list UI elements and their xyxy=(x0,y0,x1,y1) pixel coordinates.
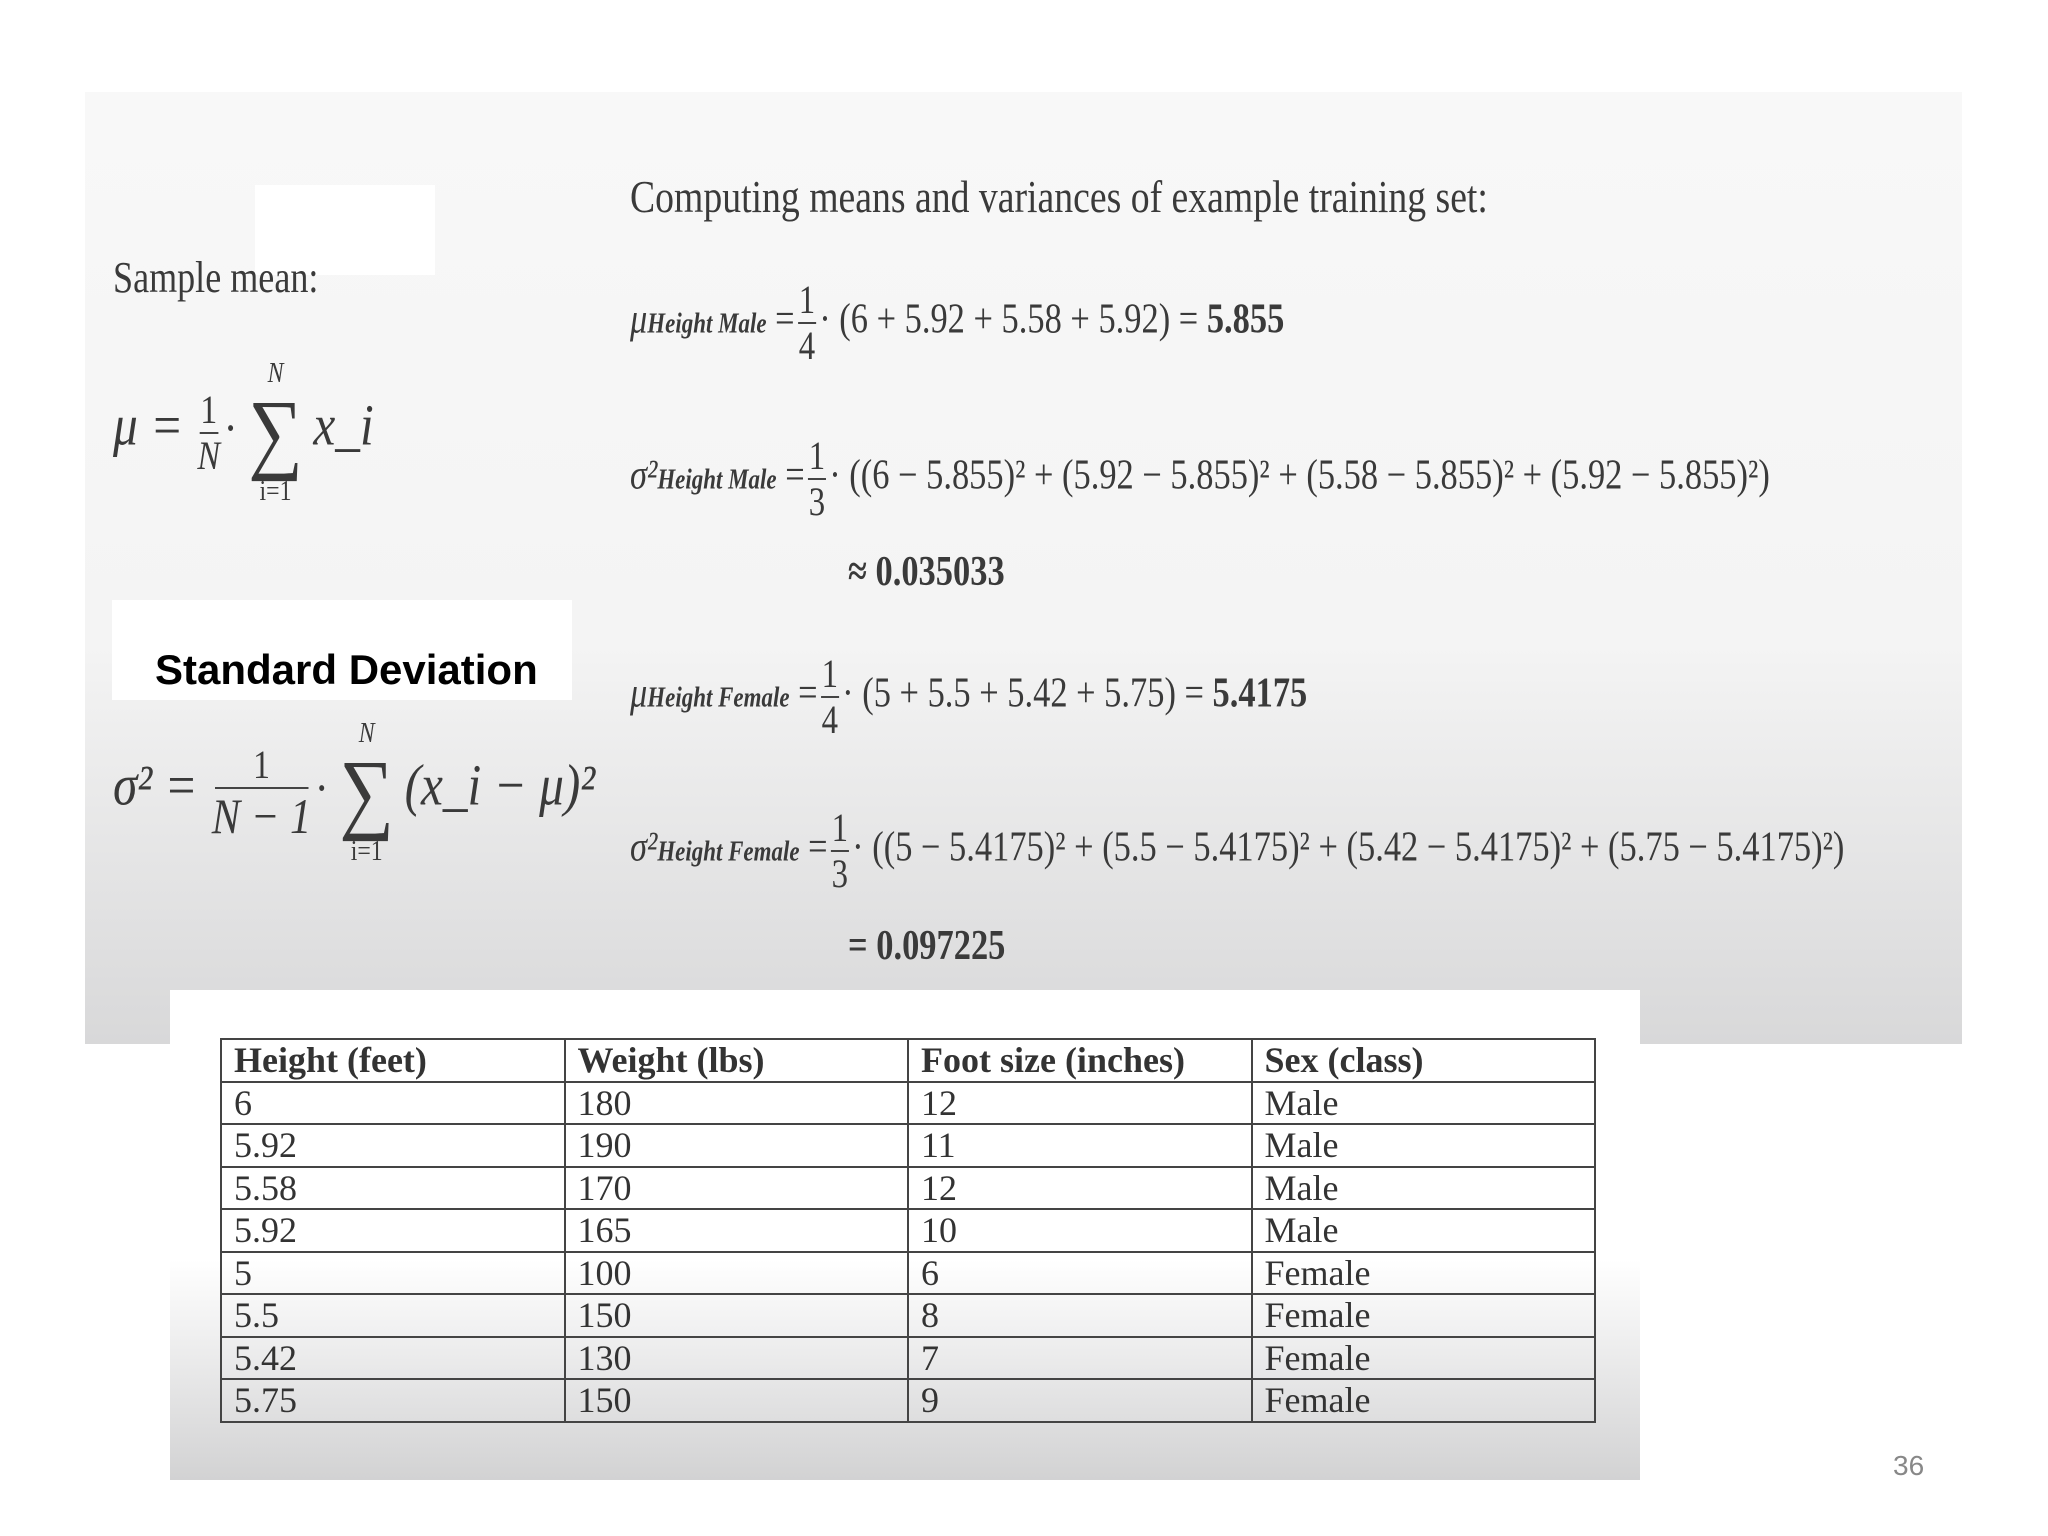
column-header: Weight (lbs) xyxy=(565,1039,909,1082)
denominator: N − 1 xyxy=(211,788,312,844)
table-cell: Female xyxy=(1252,1252,1596,1295)
table-cell: 150 xyxy=(565,1379,909,1422)
table-cell: 5.92 xyxy=(221,1209,565,1252)
table-cell: Male xyxy=(1252,1082,1596,1125)
subscript: Height Female xyxy=(657,836,800,868)
numerator: 1 xyxy=(831,805,849,850)
fraction xyxy=(831,805,849,896)
equation-variance-male: σ²Height Male = $\frac{1}{3}$ · ((6 − 5.855)² + (5.92 − 5.855)² + (5.58 − 5.855)² + (5.92 − 5.855)²) xyxy=(630,433,1770,524)
table-cell: 6 xyxy=(221,1082,565,1125)
equation-mean-female: μHeight Female = $\frac{1}{4}$ · (5 + 5.5 + 5.42 + 5.75) = 5.4175 xyxy=(630,651,1308,742)
table-cell: 11 xyxy=(908,1124,1252,1167)
table-row xyxy=(221,1379,1595,1422)
slide-title: Computing means and variances of example training set: xyxy=(630,171,1488,222)
result: 5.855 xyxy=(1206,296,1285,343)
fraction xyxy=(808,433,826,524)
formula-lhs: σ² = xyxy=(113,752,198,818)
formula-lhs: μ = xyxy=(113,392,184,458)
table-cell: 100 xyxy=(565,1252,909,1295)
table-cell: 130 xyxy=(565,1337,909,1380)
sum-upper: N xyxy=(267,358,284,389)
subscript: Height Male xyxy=(657,464,777,496)
equation-mean-male: μHeight Male = $\frac{1}{4}$ · (6 + 5.92 + 5.58 + 5.92) = 5.855 xyxy=(630,277,1285,368)
summation xyxy=(339,720,394,866)
expression: (6 + 5.92 + 5.58 + 5.92) = xyxy=(839,296,1199,343)
sample-mean-label: Sample mean: xyxy=(113,253,319,302)
table-cell: 170 xyxy=(565,1167,909,1210)
sum-lower: i=1 xyxy=(350,836,383,867)
table-cell: 5 xyxy=(221,1252,565,1295)
table-row xyxy=(221,1294,1595,1337)
numerator: 1 xyxy=(821,651,839,696)
table-cell: Female xyxy=(1252,1379,1596,1422)
table-cell: 5.75 xyxy=(221,1379,565,1422)
table-cell: 190 xyxy=(565,1124,909,1167)
table-cell: 10 xyxy=(908,1209,1252,1252)
table-cell: Male xyxy=(1252,1124,1596,1167)
table-cell: 5.5 xyxy=(221,1294,565,1337)
table-cell: Male xyxy=(1252,1167,1596,1210)
variance-formula: σ² = $\frac{1}{N - 1}$ · N ∑ i=1 (x_i − μ)² xyxy=(113,718,596,867)
result-variance-female: = 0.097225 xyxy=(848,923,1006,969)
table-row xyxy=(221,1252,1595,1295)
denominator: N xyxy=(197,433,221,478)
table-row xyxy=(221,1337,1595,1380)
sum-term: (x_i − μ)² xyxy=(404,752,596,818)
table-cell: 12 xyxy=(908,1082,1252,1125)
fraction xyxy=(211,742,312,844)
result-variance-male: ≈ 0.035033 xyxy=(848,549,1005,595)
table-cell: 5.58 xyxy=(221,1167,565,1210)
table-cell: 9 xyxy=(908,1379,1252,1422)
sample-mean-formula: μ = $\frac{1}{N}$ · N ∑ i=1 x_i xyxy=(113,358,374,507)
table-cell: 7 xyxy=(908,1337,1252,1380)
equation-variance-female: σ²Height Female = $\frac{1}{3}$ · ((5 − 5.4175)² + (5.5 − 5.4175)² + (5.42 − 5.4175)² + (5.75 − 5.4175)²) xyxy=(630,805,1845,896)
symbol: μ xyxy=(630,296,648,343)
column-header: Sex (class) xyxy=(1252,1039,1596,1082)
sigma-icon: ∑ xyxy=(339,743,394,842)
table-cell: 12 xyxy=(908,1167,1252,1210)
table-cell: Female xyxy=(1252,1337,1596,1380)
symbol: μ xyxy=(630,670,648,717)
numerator: 1 xyxy=(252,742,270,787)
symbol: σ² xyxy=(630,824,658,871)
subscript: Height Female xyxy=(647,682,790,714)
table-cell: 180 xyxy=(565,1082,909,1125)
fraction xyxy=(821,651,839,742)
table-header-row xyxy=(221,1039,1595,1082)
symbol: σ² xyxy=(630,452,658,499)
table-cell: 165 xyxy=(565,1209,909,1252)
denominator: 4 xyxy=(798,323,816,368)
table-row xyxy=(221,1124,1595,1167)
sum-upper: N xyxy=(358,718,375,749)
table-cell: 150 xyxy=(565,1294,909,1337)
expression: ((5 − 5.4175)² + (5.5 − 5.4175)² + (5.42 − 5.4175)² + (5.75 − 5.4175)²) xyxy=(872,824,1845,871)
column-header: Height (feet) xyxy=(221,1039,565,1082)
table-cell: 5.42 xyxy=(221,1337,565,1380)
result: 5.4175 xyxy=(1212,670,1308,717)
expression: ((6 − 5.855)² + (5.92 − 5.855)² + (5.58 − 5.855)² + (5.92 − 5.855)²) xyxy=(849,452,1770,499)
denominator: 3 xyxy=(808,479,826,524)
sum-term: x_i xyxy=(313,392,374,458)
std-dev-heading: Standard Deviation xyxy=(155,646,538,693)
numerator: 1 xyxy=(808,433,826,478)
denominator: 4 xyxy=(821,697,839,742)
table-cell: 5.92 xyxy=(221,1124,565,1167)
table-row xyxy=(221,1167,1595,1210)
table-cell: 6 xyxy=(908,1252,1252,1295)
numerator: 1 xyxy=(798,277,816,322)
sum-lower: i=1 xyxy=(259,476,292,507)
denominator: 3 xyxy=(831,851,849,896)
fraction xyxy=(798,277,816,368)
training-data-table xyxy=(220,1038,1596,1423)
table-cell: Male xyxy=(1252,1209,1596,1252)
table-row xyxy=(221,1209,1595,1252)
column-header: Foot size (inches) xyxy=(908,1039,1252,1082)
fraction xyxy=(197,387,221,478)
table-cell: Female xyxy=(1252,1294,1596,1337)
subscript: Height Male xyxy=(647,308,767,340)
numerator: 1 xyxy=(200,387,218,432)
expression: (5 + 5.5 + 5.42 + 5.75) = xyxy=(862,670,1204,717)
page-number: 36 xyxy=(1893,1450,1925,1481)
summation xyxy=(248,360,303,506)
table-row xyxy=(221,1082,1595,1125)
table-cell: 8 xyxy=(908,1294,1252,1337)
sigma-icon: ∑ xyxy=(248,383,303,482)
